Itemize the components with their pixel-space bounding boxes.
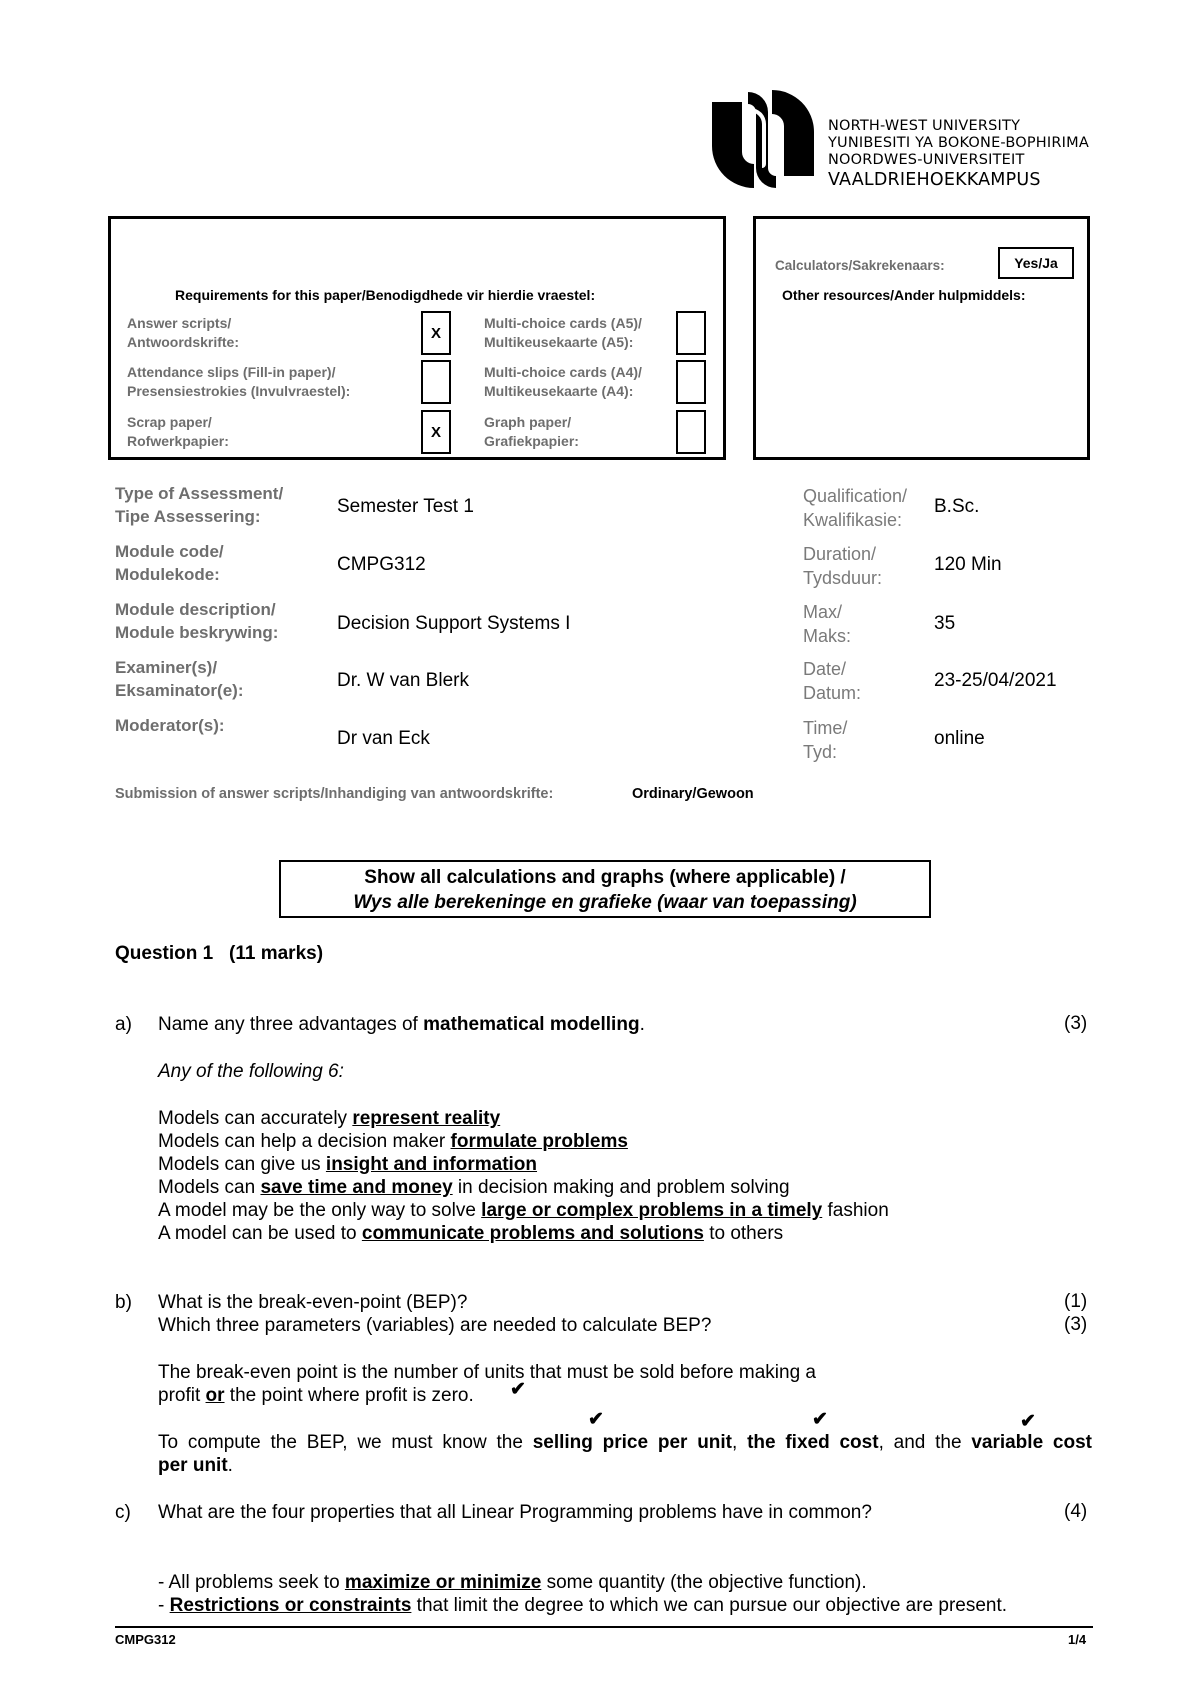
requirements-title: Requirements for this paper/Benodigdhede vir hierdie vraestel:: [175, 287, 596, 303]
info-value-time: online: [934, 728, 985, 749]
answer-b-definition-line2: profit or the point where profit is zero.: [158, 1385, 474, 1406]
checkbox-mc-cards-a5[interactable]: [676, 311, 706, 355]
answer-a-item-3: Models can give us insight and information: [158, 1154, 538, 1175]
answer-a-item-1: Models can accurately represent reality: [158, 1108, 501, 1129]
info-value-qualification: B.Sc.: [934, 496, 980, 517]
answer-c-item-2: - Restrictions or constraints that limit the degree to which we can pursue our objective are present.: [158, 1595, 1008, 1616]
requirement-graph-paper: Graph paper/ Grafiekpapier:: [484, 414, 579, 449]
info-label-max: Max/ Maks:: [803, 602, 852, 646]
info-value-duration: 120 Min: [934, 554, 1002, 575]
info-label-assessment-type: Type of Assessment/ Tipe Assessering:: [115, 484, 284, 526]
checkbox-scrap-paper[interactable]: X: [421, 410, 451, 454]
question-b-marks-1: (1): [1064, 1291, 1088, 1312]
question-a-text: Name any three advantages of mathematical modelling.: [158, 1014, 645, 1035]
calculators-value[interactable]: Yes/Ja: [998, 247, 1074, 279]
footer-module-code: CMPG312: [115, 1632, 176, 1647]
university-name-line3: NOORDWES-UNIVERSITEIT: [828, 152, 1025, 168]
submission-label: Submission of answer scripts/Inhandiging van antwoordskrifte:: [115, 786, 554, 802]
university-name: [828, 118, 1089, 191]
check-mark-icon: ✔: [510, 1379, 526, 1400]
requirement-mc-cards-a5: Multi-choice cards (A5)/ Multikeusekaarte (A5):: [484, 315, 642, 350]
question-a-marks: (3): [1064, 1013, 1088, 1034]
question-a-intro: Any of the following 6:: [158, 1061, 344, 1082]
info-label-module-description: Module description/ Module beskrywing:: [115, 600, 279, 642]
answer-b-parameters-line1: To compute the BEP, we must know the selling price per unit, the fixed cost, and the variable cost: [158, 1432, 1092, 1453]
requirement-mc-cards-a4: Multi-choice cards (A4)/ Multikeusekaarte (A4):: [484, 364, 642, 399]
footer-divider: [115, 1626, 1093, 1628]
instruction-box: [279, 860, 931, 918]
answer-a-item-5: A model may be the only way to solve large or complex problems in a timely fashion: [158, 1200, 889, 1221]
university-name-line1: NORTH-WEST UNIVERSITY: [828, 118, 1021, 134]
requirement-answer-scripts: Answer scripts/ Antwoordskrifte:: [127, 315, 239, 350]
check-mark-icon: ✔: [1020, 1411, 1036, 1432]
info-value-module-code: CMPG312: [337, 554, 426, 575]
info-label-module-code: Module code/ Modulekode:: [115, 542, 224, 584]
checkbox-mc-cards-a4[interactable]: [676, 360, 706, 404]
question-b-text-2: Which three parameters (variables) are needed to calculate BEP?: [158, 1315, 712, 1336]
question-b-text-1: What is the break-even-point (BEP)?: [158, 1292, 468, 1313]
checkbox-graph-paper[interactable]: [676, 410, 706, 454]
calculators-label: Calculators/Sakrekenaars:: [775, 258, 945, 273]
campus-name: VAALDRIEHOEKKAMPUS: [828, 170, 1041, 190]
info-value-date: 23-25/04/2021: [934, 670, 1057, 691]
instruction-line1: Show all calculations and graphs (where applicable) /: [364, 867, 846, 888]
question-a-label: a): [115, 1014, 132, 1035]
answer-a-item-2: Models can help a decision maker formulate problems: [158, 1131, 628, 1152]
info-label-date: Date/ Datum:: [803, 659, 862, 703]
info-value-module-description: Decision Support Systems I: [337, 613, 571, 634]
checkbox-answer-scripts[interactable]: X: [421, 311, 451, 355]
question-title: Question 1 (11 marks): [115, 943, 324, 964]
info-value-examiner: Dr. W van Blerk: [337, 670, 469, 691]
check-mark-icon: ✔: [588, 1409, 604, 1430]
submission-value: Ordinary/Gewoon: [632, 786, 754, 802]
answer-a-item-4: Models can save time and money in decision making and problem solving: [158, 1177, 790, 1198]
requirement-attendance-slips: Attendance slips (Fill-in paper)/ Presensiestrokies (Invulvraestel):: [127, 364, 351, 399]
other-resources-label: Other resources/Ander hulpmiddels:: [782, 287, 1026, 303]
answer-b-definition-line1: The break-even point is the number of units that must be sold before making a: [158, 1362, 816, 1383]
info-label-duration: Duration/ Tydsduur:: [803, 544, 883, 588]
check-mark-icon: ✔: [812, 1409, 828, 1430]
info-label-examiner: Examiner(s)/ Eksaminator(e):: [115, 658, 244, 700]
info-label-qualification: Qualification/ Kwalifikasie:: [803, 486, 908, 530]
university-logo-icon: [708, 84, 818, 194]
answer-c-item-1: - All problems seek to maximize or minimize some quantity (the objective function).: [158, 1572, 867, 1593]
footer-page-number: 1/4: [1068, 1632, 1087, 1647]
info-value-moderator: Dr van Eck: [337, 728, 430, 749]
question-b-marks-2: (3): [1064, 1314, 1088, 1335]
university-name-line2: YUNIBESITI YA BOKONE-BOPHIRIMA: [828, 135, 1089, 151]
info-value-max: 35: [934, 613, 956, 634]
info-label-time: Time/ Tyd:: [803, 718, 848, 762]
info-value-assessment-type: Semester Test 1: [337, 496, 474, 517]
question-c-label: c): [115, 1502, 131, 1523]
question-b-label: b): [115, 1292, 132, 1313]
requirement-scrap-paper: Scrap paper/ Rofwerkpapier:: [127, 414, 229, 449]
checkbox-attendance-slips[interactable]: [421, 360, 451, 404]
question-c-marks: (4): [1064, 1501, 1088, 1522]
instruction-line2: Wys alle berekeninge en grafieke (waar van toepassing): [353, 892, 857, 913]
info-label-moderator: Moderator(s):: [115, 716, 225, 735]
answer-b-parameters-line2: per unit.: [158, 1455, 233, 1476]
answer-a-item-6: A model can be used to communicate problems and solutions to others: [158, 1223, 784, 1244]
question-c-text: What are the four properties that all Linear Programming problems have in common?: [158, 1502, 872, 1523]
